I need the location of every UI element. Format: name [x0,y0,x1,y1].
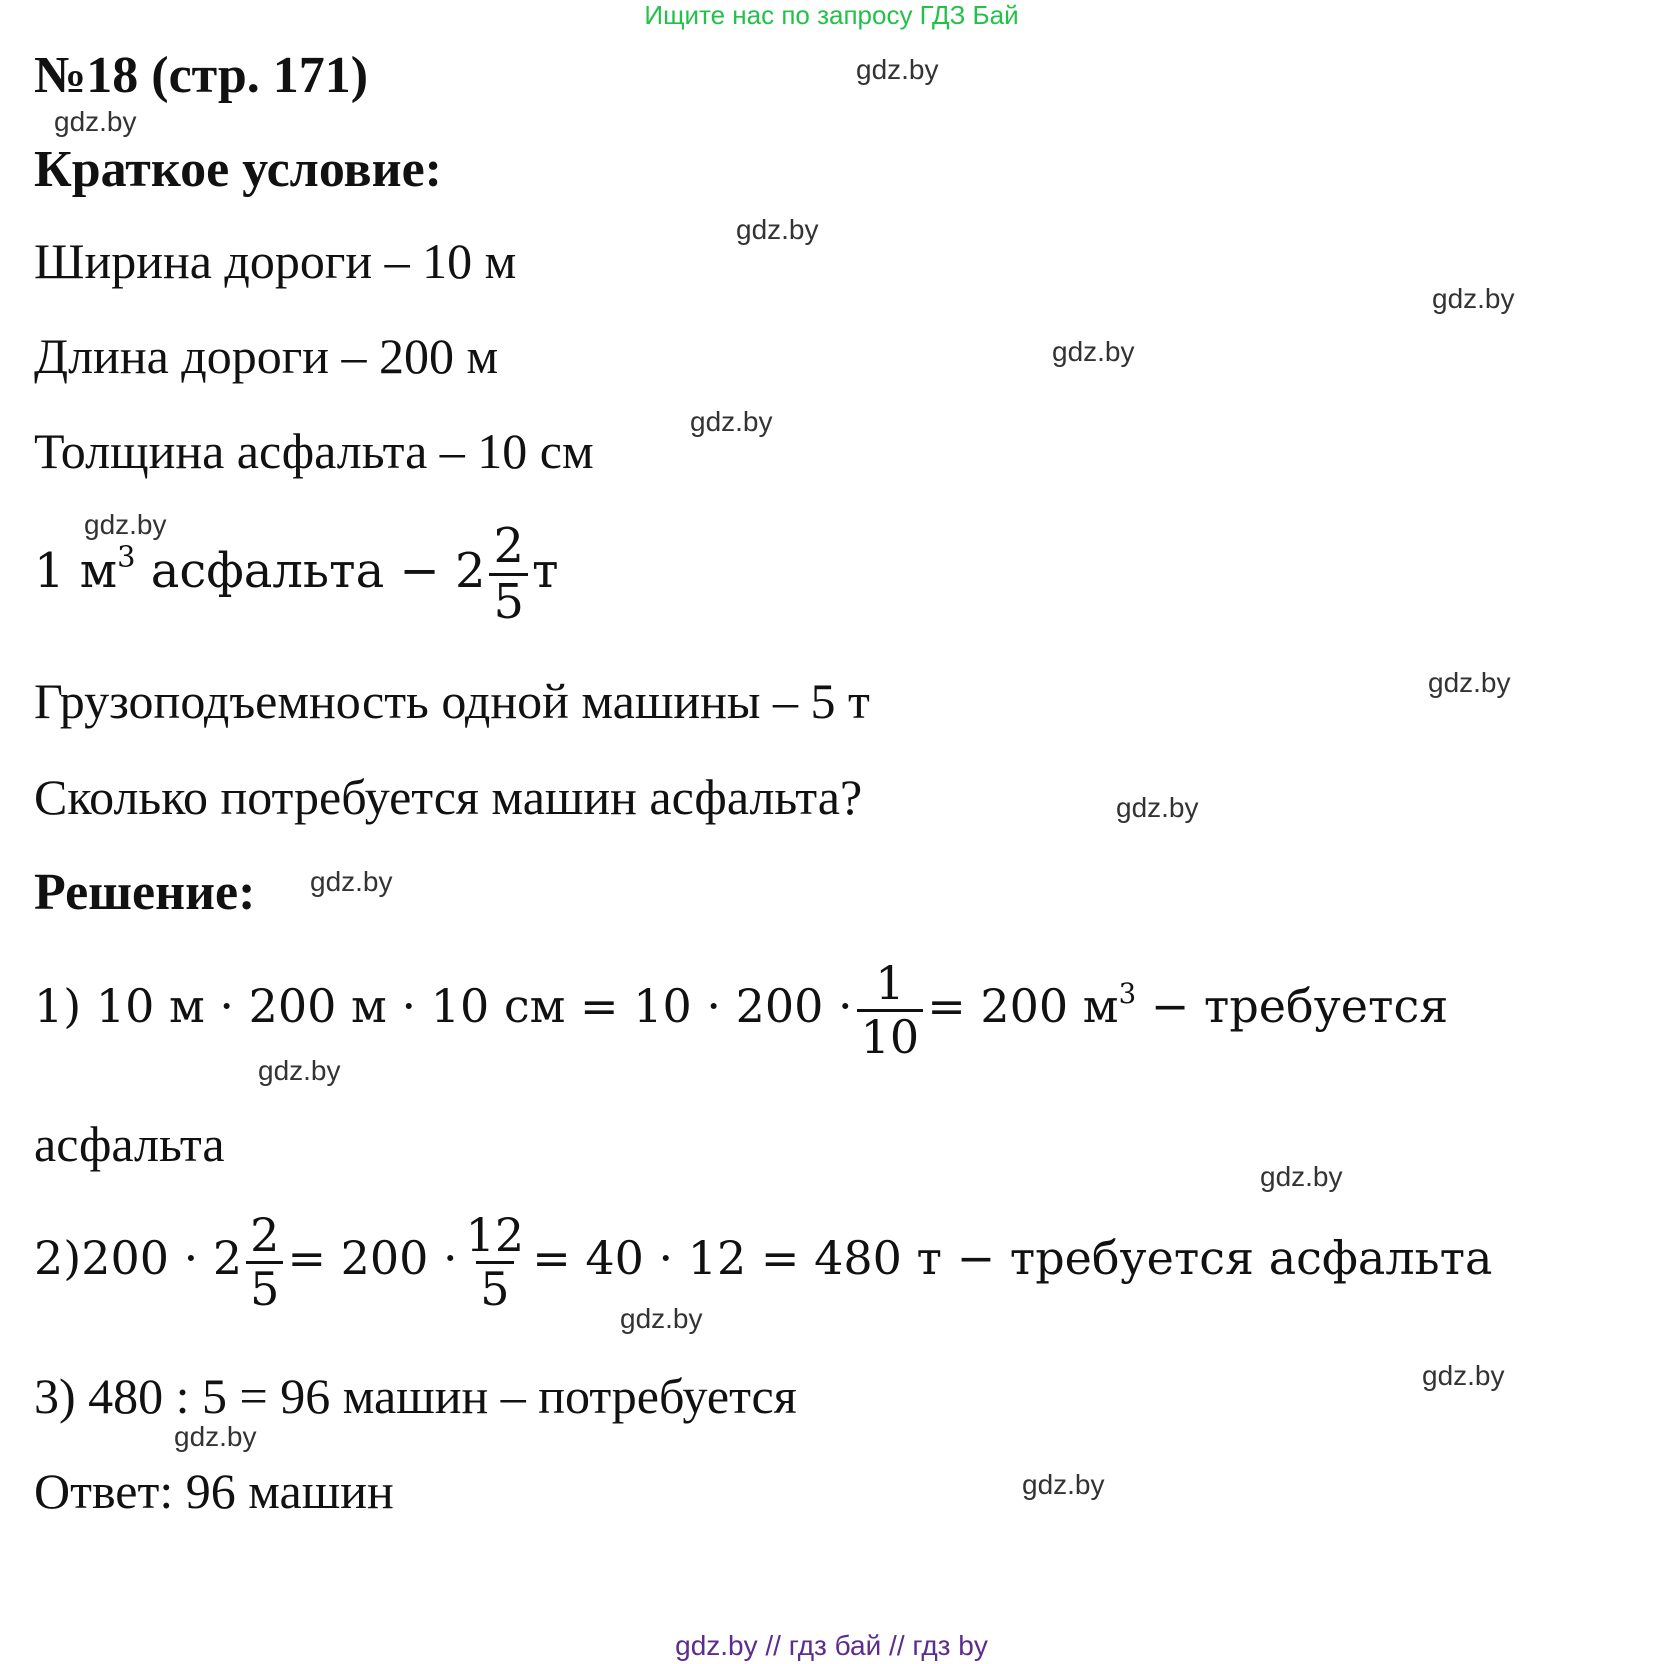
watermark: gdz.by [84,509,167,540]
step2-fraction-1 [246,1210,283,1314]
watermark: gdz.by [1116,792,1199,823]
step1-continuation: асфальта [34,1116,225,1172]
road-length-line: Длина дороги – 200 м [34,328,499,384]
road-width-line: Ширина дороги – 10 м [34,233,517,289]
watermark: gdz.by [690,406,773,437]
footer-watermark: gdz.by // гдз бай // гдз by [675,1630,988,1661]
density-prefix: 1 м [34,542,118,599]
watermark: gdz.by [174,1421,257,1452]
watermark: gdz.by [54,106,137,137]
page-title: №18 (стр. 171) [34,47,369,104]
density-fraction [489,520,528,629]
density-denominator: 5 [489,573,528,629]
density-unit: т [532,542,559,599]
condition-heading: Краткое условие: [34,141,442,198]
density-numerator: 2 [493,518,525,574]
watermark: gdz.by [1052,336,1135,367]
watermark: gdz.by [1022,1469,1105,1500]
step2-fraction-2-numerator: 12 [465,1208,525,1262]
asphalt-thickness-line: Толщина асфальта – 10 см [34,423,594,479]
watermark: gdz.by [620,1303,703,1334]
answer-line: Ответ: 96 машин [34,1463,394,1519]
step1-fraction [857,958,924,1062]
watermark: gdz.by [1432,283,1515,314]
watermark: gdz.by [1428,667,1511,698]
watermark: gdz.by [258,1055,341,1086]
step1-right: − требуется [1136,979,1449,1034]
step2-part-a: 2)200 · 2 [34,1231,243,1286]
step2-part-c: = 40 · 12 = 480 т − требуется асфальта [532,1231,1493,1286]
watermark: gdz.by [856,54,939,85]
step3-line: 3) 480 : 5 = 96 машин – потребуется [34,1368,797,1424]
question-line: Сколько потребуется машин асфальта? [34,769,863,825]
watermark: gdz.by [1422,1360,1505,1391]
step1-mid: = 200 м [927,979,1119,1034]
step2-fraction-1-denominator: 5 [246,1261,283,1315]
step2-fraction-2-denominator: 5 [476,1261,513,1315]
truck-capacity-line: Грузоподъемность одной машины – 5 т [34,673,870,729]
step1-numerator: 1 [875,956,905,1010]
watermark: gdz.by [1260,1161,1343,1192]
watermark: gdz.by [736,214,819,245]
density-exponent: 3 [117,539,136,574]
watermark: gdz.by [310,866,393,897]
step2-fraction-1-numerator: 2 [250,1208,280,1262]
step1-left: 1) 10 м · 200 м · 10 см = 10 · 200 · [34,979,853,1034]
step1-line [34,958,1448,1062]
step2-fraction-2 [462,1210,529,1314]
solution-heading: Решение: [34,864,256,921]
step2-line [34,1210,1492,1314]
step1-exponent: 3 [1118,976,1137,1010]
density-mid: асфальта − 2 [135,542,486,599]
step2-part-b: = 200 · [287,1231,458,1286]
step1-denominator: 10 [857,1009,924,1063]
top-banner: Ищите нас по запросу ГДЗ Бай [644,0,1019,30]
